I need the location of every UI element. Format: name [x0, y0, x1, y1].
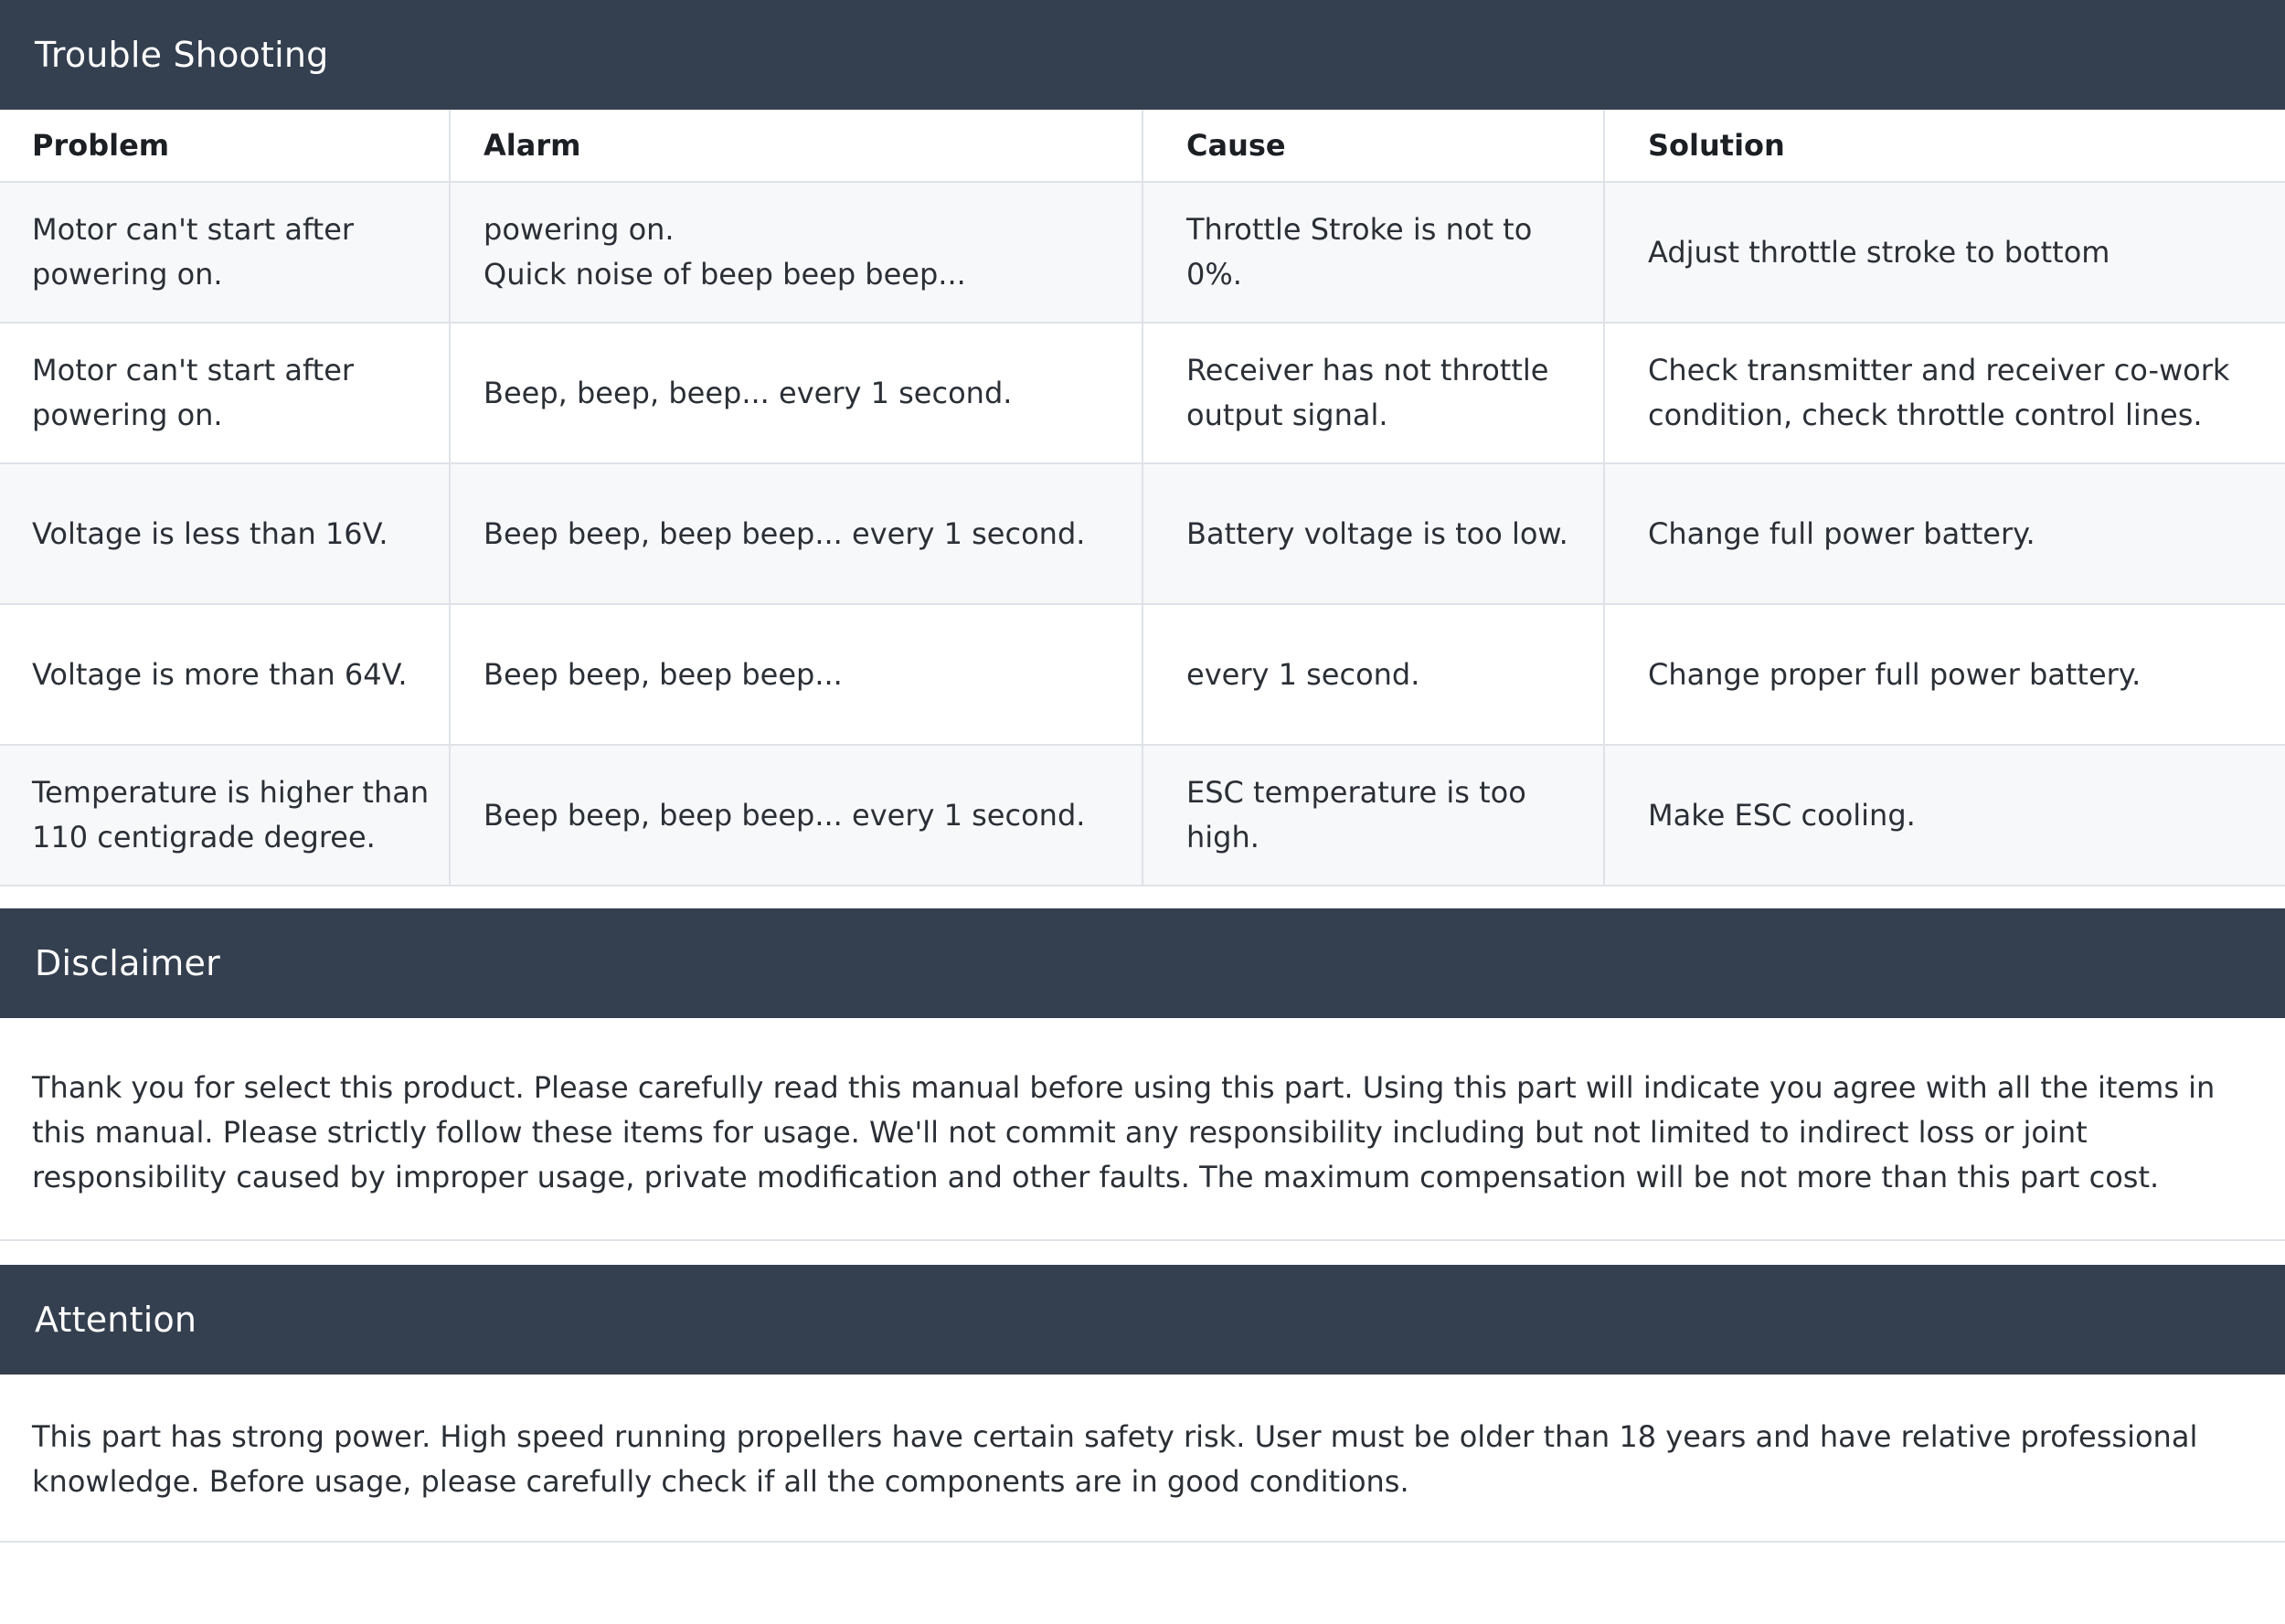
section-header-disclaimer: [0, 908, 2285, 1018]
cell-problem: Motor can't start after powering on.: [0, 323, 450, 463]
header-solution: Solution: [1604, 110, 2285, 182]
header-alarm: Alarm: [450, 110, 1142, 182]
cell-alarm: [450, 182, 1142, 323]
cell-cause: ESC temperature is too high.: [1142, 745, 1604, 886]
cell-alarm: Beep beep, beep beep... every 1 second.: [450, 463, 1142, 604]
section-header-trouble-shooting: [0, 0, 2285, 110]
cell-problem: Motor can't start after powering on.: [0, 182, 450, 323]
section-title-attention: Attention: [35, 1300, 197, 1340]
header-cause: Cause: [1142, 110, 1604, 182]
disclaimer-text: Thank you for select this product. Please carefully read this manual before using this part. Using this part will indicate you agree with all the items in this manual. Please strictly follow these items for usage. We'll not commit any responsibility including but not limited to indirect loss or joint responsibility caused by improper usage, private modification and other faults. The maximum compensation will be not more than this part cost.: [0, 1018, 2285, 1241]
table-row: [0, 182, 2285, 323]
cell-problem: Temperature is higher than 110 centigrade degree.: [0, 745, 450, 886]
cell-alarm: Beep, beep, beep... every 1 second.: [450, 323, 1142, 463]
section-title-trouble-shooting: Trouble Shooting: [35, 35, 329, 75]
trouble-shooting-table: [0, 110, 2285, 886]
cell-alarm: Beep beep, beep beep... every 1 second.: [450, 745, 1142, 886]
cell-cause: Battery voltage is too low.: [1142, 463, 1604, 604]
table-header-row: [0, 110, 2285, 182]
cell-cause: every 1 second.: [1142, 604, 1604, 745]
header-problem: Problem: [0, 110, 450, 182]
cell-solution: Make ESC cooling.: [1604, 745, 2285, 886]
cell-problem: Voltage is more than 64V.: [0, 604, 450, 745]
cell-alarm-line: powering on.: [484, 212, 675, 247]
table-row: [0, 604, 2285, 745]
cell-solution: Check transmitter and receiver co-work condition, check throttle control lines.: [1604, 323, 2285, 463]
table-row: [0, 323, 2285, 463]
table-row: [0, 745, 2285, 886]
cell-solution: Change proper full power battery.: [1604, 604, 2285, 745]
table-row: [0, 463, 2285, 604]
cell-alarm: Beep beep, beep beep...: [450, 604, 1142, 745]
cell-alarm-line: Quick noise of beep beep beep...: [484, 257, 966, 292]
cell-cause: Receiver has not throttle output signal.: [1142, 323, 1604, 463]
cell-solution: Change full power battery.: [1604, 463, 2285, 604]
cell-cause: Throttle Stroke is not to 0%.: [1142, 182, 1604, 323]
section-title-disclaimer: Disclaimer: [35, 943, 220, 983]
attention-text: This part has strong power. High speed running propellers have certain safety risk. User must be older than 18 years and have relative professional knowledge. Before usage, please carefully check if all the components are in good conditions.: [0, 1375, 2285, 1543]
cell-solution: Adjust throttle stroke to bottom: [1604, 182, 2285, 323]
cell-problem: Voltage is less than 16V.: [0, 463, 450, 604]
section-header-attention: [0, 1265, 2285, 1375]
